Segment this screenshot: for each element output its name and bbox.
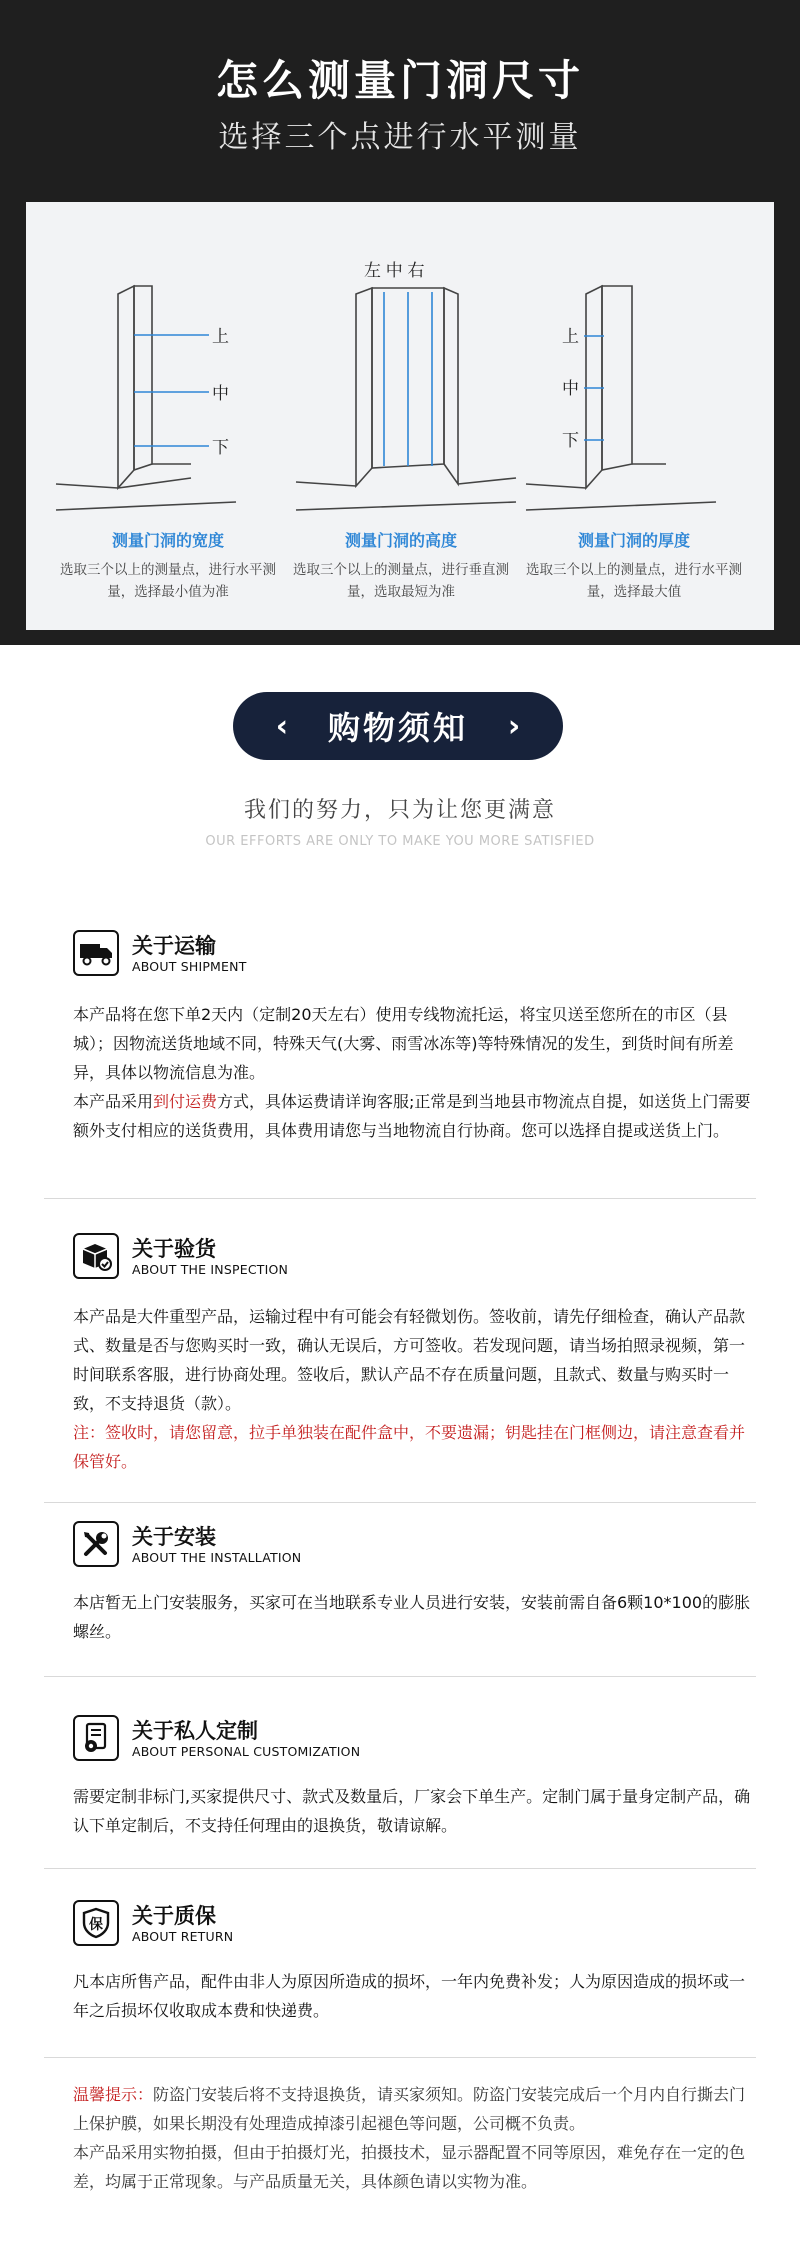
section-title: 关于安装 (132, 1525, 216, 1549)
shipping-body (73, 1000, 753, 1145)
chevron-left-icon: ‹ (275, 708, 289, 744)
section-title: 关于验货 (132, 1237, 216, 1261)
inspection-body (73, 1302, 753, 1476)
slogan-en: OUR EFFORTS ARE ONLY TO MAKE YOU MORE SATISFIED (205, 834, 595, 849)
shield-bao-icon (73, 1900, 119, 1946)
installation-body: 本店暂无上门安装服务，买家可在当地联系专业人员进行安装，安装前需自备6颗10*100的膨胀螺丝。 (73, 1593, 751, 1641)
section-custom (44, 1715, 756, 1835)
depth-label-top: 上 (562, 327, 579, 346)
slogan: 我们的努力，只为让您更满意 (243, 798, 556, 823)
section-installation (44, 1521, 756, 1641)
box-check-icon (73, 1233, 119, 1279)
section-title: 关于质保 (132, 1904, 216, 1928)
height-labels: 左 中 右 (364, 261, 425, 280)
measure-section (0, 0, 800, 645)
warm-tip (73, 2080, 753, 2196)
section-inspection (44, 1233, 756, 1471)
caption-height-title: 测量门洞的高度 (344, 531, 457, 550)
caption-height-desc: 选取三个以上的测量点，进行垂直测量，选取最短为准 (293, 562, 509, 600)
caption-depth (519, 528, 749, 603)
measure-title: 怎么测量门洞尺寸 (215, 56, 584, 105)
section-title: 关于私人定制 (132, 1719, 258, 1743)
section-title: 关于运输 (132, 934, 216, 958)
section-subtitle: ABOUT SHIPMENT (132, 959, 247, 974)
shipping-text-b: 方式，具体运费请详询客服;正常是到当地县市物流点自提，如送货上门需要额外支付相应的送货费用，具体费用请您与当地物流自行协商。您可以选择自提或送货上门。 (73, 1092, 751, 1140)
warranty-body: 凡本店所售产品，配件由非人为原因所造成的损坏，一年内免费补发；人为原因造成的损坏或一年之后损坏仅收取成本费和快递费。 (73, 1972, 746, 2020)
chevron-right-icon: › (507, 708, 521, 744)
section-warranty (44, 1900, 756, 2020)
caption-depth-title: 测量门洞的厚度 (577, 531, 690, 550)
document-gear-icon (73, 1715, 119, 1761)
door-depth-diagram (526, 286, 716, 510)
caption-depth-desc: 选取三个以上的测量点，进行水平测量，选择最大值 (526, 562, 742, 600)
tip-paragraph-2: 本产品采用实物拍摄，但由于拍摄灯光，拍摄技术，显示器配置不同等原因，难免存在一定的色差，均属于正常现象。与产品质量无关，具体颜色请以实物为准。 (73, 2143, 746, 2191)
caption-width-desc: 选取三个以上的测量点，进行水平测量，选择最小值为准 (60, 562, 276, 600)
measure-subtitle: 选择三个点进行水平测量 (218, 120, 582, 155)
tools-icon (73, 1521, 119, 1567)
tip-paragraph-1 (73, 2080, 753, 2138)
notice-title: 购物须知 (327, 709, 468, 747)
shipping-paragraph-2 (73, 1087, 753, 1145)
tip-text-1: 防盗门安装后将不支持退换货，请买家须知。防盗门安装完成后一个月内自行撕去门上保护膜，如果长期没有处理造成掉漆引起褪色等问题，公司概不负责。 (73, 2085, 746, 2133)
inspection-paragraph: 本产品是大件重型产品，运输过程中有可能会有轻微划伤。签收前，请先仔细检查，确认产品款式、数量是否与您购买时一致，确认无误后，方可签收。若发现问题，请当场拍照录视频，第一时间联系客服，进行协商处理。签收后，默认产品不存在质量问题，且款式、数量与购买时一致，不支持退货（款）。 (73, 1307, 746, 1413)
measure-diagram-panel (26, 202, 774, 630)
width-label-mid: 中 (212, 384, 229, 403)
notice-banner (233, 692, 563, 760)
caption-width-title: 测量门洞的宽度 (111, 531, 224, 550)
width-label-top: 上 (212, 327, 229, 346)
custom-body: 需要定制非标门,买家提供尺寸、款式及数量后，厂家会下单生产。定制门属于量身定制产品，确认下单定制后，不支持任何理由的退换货，敬请谅解。 (73, 1787, 751, 1835)
divider (44, 1502, 756, 1503)
divider (44, 1676, 756, 1677)
section-subtitle: ABOUT THE INSPECTION (132, 1262, 289, 1277)
section-subtitle: ABOUT RETURN (132, 1929, 234, 1944)
door-height-diagram (296, 288, 516, 510)
divider (44, 1868, 756, 1869)
depth-label-bottom: 下 (562, 431, 579, 450)
shipping-freight-highlight: 到付运费 (153, 1092, 218, 1111)
divider (44, 1198, 756, 1199)
door-width-diagram (56, 286, 236, 510)
caption-height (286, 528, 516, 603)
shipping-paragraph-1: 本产品将在您下单2天内（定制20天左右）使用专线物流托运，将宝贝送至您所在的市区（县城）；因物流送货地域不同，特殊天气(大雾、雨雪冰冻等)等特殊情况的发生，到货时间有所差异，具体以物流信息为准。 (73, 1005, 734, 1082)
section-subtitle: ABOUT THE INSTALLATION (132, 1550, 302, 1565)
depth-label-mid: 中 (562, 379, 579, 398)
tip-label: 温馨提示： (73, 2085, 154, 2104)
divider (44, 2057, 756, 2058)
shield-bao-text: 保 (89, 1917, 103, 1933)
width-label-bottom: 下 (212, 438, 229, 457)
shipping-text-a: 本产品采用 (73, 1092, 154, 1111)
section-subtitle: ABOUT PERSONAL CUSTOMIZATION (132, 1744, 361, 1759)
section-shipping (44, 930, 756, 1140)
inspection-note: 注：签收时，请您留意，拉手单独装在配件盒中，不要遗漏；钥匙挂在门框侧边，请注意查看并保管好。 (73, 1423, 746, 1471)
caption-width (53, 528, 283, 603)
truck-icon (73, 930, 119, 976)
